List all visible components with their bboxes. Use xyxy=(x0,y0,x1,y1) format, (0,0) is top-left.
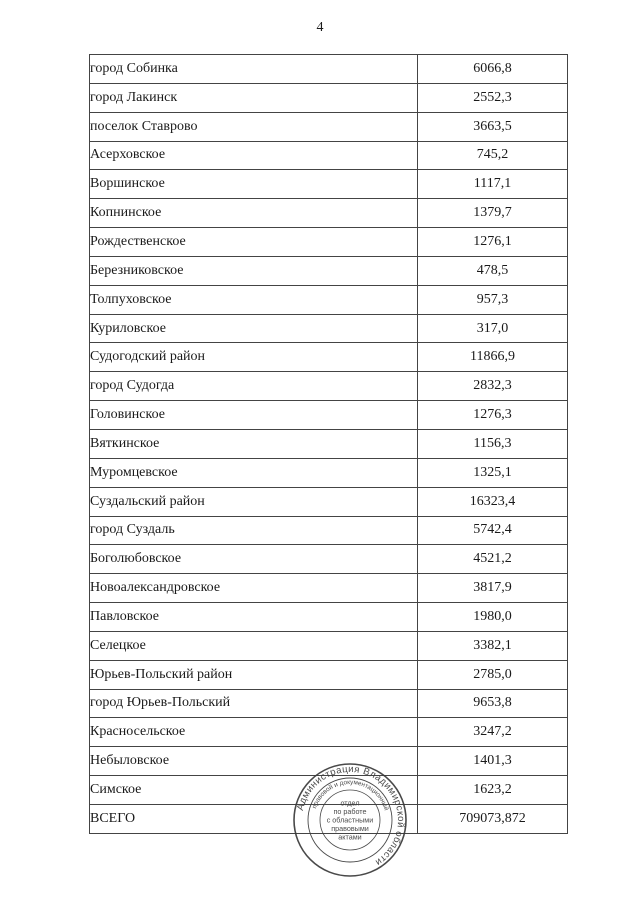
row-name-cell: город Судогда xyxy=(90,372,418,401)
table-row xyxy=(90,401,568,430)
table-row xyxy=(90,487,568,516)
row-name-cell: Судогодский район xyxy=(90,343,418,372)
table-row xyxy=(90,228,568,257)
stamp-center-line: по работе xyxy=(333,807,367,817)
row-name-cell: Симское xyxy=(90,776,418,805)
table-row xyxy=(90,343,568,372)
row-value-cell: 3247,2 xyxy=(418,718,568,747)
stamp-center-line: правовыми xyxy=(331,823,369,833)
row-value-cell: 3663,5 xyxy=(418,112,568,141)
stamp-center-line: с областными xyxy=(326,815,374,825)
row-value-cell: 2785,0 xyxy=(418,660,568,689)
table-row xyxy=(90,631,568,660)
table-body xyxy=(90,55,568,834)
table-row xyxy=(90,689,568,718)
row-value-cell: 957,3 xyxy=(418,285,568,314)
table-row xyxy=(90,516,568,545)
row-value-cell: 709073,872 xyxy=(418,804,568,833)
table-row xyxy=(90,199,568,228)
row-name-cell: город Собинка xyxy=(90,55,418,84)
svg-text:правовой и документационный: правовой и документационный xyxy=(311,778,390,812)
row-value-cell: 1156,3 xyxy=(418,429,568,458)
stamp-center-line: актами xyxy=(338,832,362,842)
row-value-cell: 1401,3 xyxy=(418,747,568,776)
row-name-cell: Красносельское xyxy=(90,718,418,747)
row-name-cell: Куриловское xyxy=(90,314,418,343)
row-name-cell: Селецкое xyxy=(90,631,418,660)
table-row xyxy=(90,141,568,170)
table-row xyxy=(90,83,568,112)
table-row xyxy=(90,112,568,141)
row-name-cell: город Лакинск xyxy=(90,83,418,112)
row-name-cell: Головинское xyxy=(90,401,418,430)
table-row xyxy=(90,574,568,603)
row-value-cell: 1276,1 xyxy=(418,228,568,257)
table-row xyxy=(90,285,568,314)
row-value-cell: 5742,4 xyxy=(418,516,568,545)
row-name-cell: Вяткинское xyxy=(90,429,418,458)
table-row xyxy=(90,718,568,747)
row-name-cell: Муромцевское xyxy=(90,458,418,487)
row-name-cell: Копнинское xyxy=(90,199,418,228)
row-value-cell: 16323,4 xyxy=(418,487,568,516)
stamp-center-line: отдел xyxy=(340,798,360,808)
row-name-cell: Боголюбовское xyxy=(90,545,418,574)
row-value-cell: 478,5 xyxy=(418,256,568,285)
row-value-cell: 1623,2 xyxy=(418,776,568,805)
row-name-cell: Юрьев-Польский район xyxy=(90,660,418,689)
row-value-cell: 11866,9 xyxy=(418,343,568,372)
row-value-cell: 1980,0 xyxy=(418,603,568,632)
row-value-cell: 3817,9 xyxy=(418,574,568,603)
row-name-cell: Павловское xyxy=(90,603,418,632)
table-row xyxy=(90,660,568,689)
row-name-cell: Асерховское xyxy=(90,141,418,170)
table-row xyxy=(90,545,568,574)
row-name-cell: Рождественское xyxy=(90,228,418,257)
row-value-cell: 1325,1 xyxy=(418,458,568,487)
row-value-cell: 2552,3 xyxy=(418,83,568,112)
table-row xyxy=(90,429,568,458)
row-value-cell: 1379,7 xyxy=(418,199,568,228)
row-value-cell: 1276,3 xyxy=(418,401,568,430)
svg-text:Администрация Владимирской обл: Администрация Владимирской области xyxy=(294,763,407,868)
row-name-cell: Березниковское xyxy=(90,256,418,285)
row-name-cell: Толпуховское xyxy=(90,285,418,314)
row-name-cell: ВСЕГО xyxy=(90,804,418,833)
data-table xyxy=(89,54,568,834)
row-name-cell: Небыловское xyxy=(90,747,418,776)
table-row xyxy=(90,372,568,401)
row-value-cell: 3382,1 xyxy=(418,631,568,660)
stamp-seal-graphic xyxy=(292,762,408,878)
row-name-cell: поселок Ставрово xyxy=(90,112,418,141)
table-row xyxy=(90,603,568,632)
table-row xyxy=(90,55,568,84)
row-value-cell: 9653,8 xyxy=(418,689,568,718)
table-row xyxy=(90,314,568,343)
page-number: 4 xyxy=(316,20,324,35)
table-row xyxy=(90,458,568,487)
row-name-cell: город Суздаль xyxy=(90,516,418,545)
row-name-cell: город Юрьев-Польский xyxy=(90,689,418,718)
row-name-cell: Суздальский район xyxy=(90,487,418,516)
table-row xyxy=(90,170,568,199)
row-value-cell: 745,2 xyxy=(418,141,568,170)
row-value-cell: 4521,2 xyxy=(418,545,568,574)
row-value-cell: 1117,1 xyxy=(418,170,568,199)
row-name-cell: Новоалександровское xyxy=(90,574,418,603)
table-row xyxy=(90,256,568,285)
row-name-cell: Воршинское xyxy=(90,170,418,199)
row-value-cell: 2832,3 xyxy=(418,372,568,401)
row-value-cell: 317,0 xyxy=(418,314,568,343)
official-stamp xyxy=(292,762,408,878)
row-value-cell: 6066,8 xyxy=(418,55,568,84)
